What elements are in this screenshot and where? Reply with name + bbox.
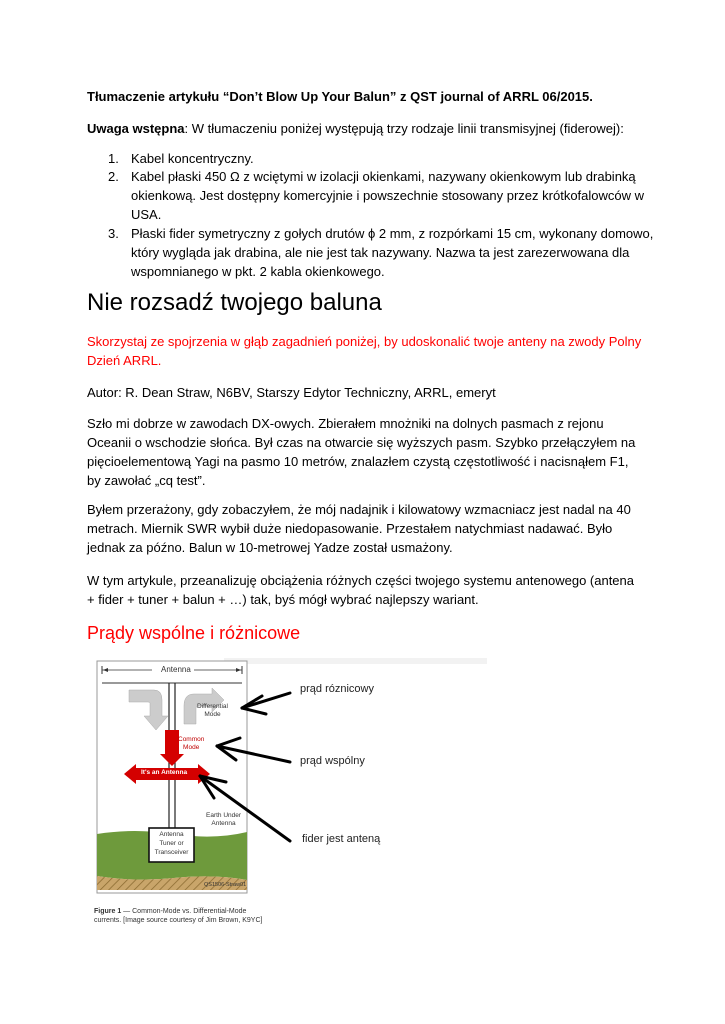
earth-label-line: Antenna xyxy=(211,820,236,827)
common-label-line: Mode xyxy=(183,744,200,751)
list-number: 1. xyxy=(108,151,119,166)
note-label: Uwaga wstępna xyxy=(87,121,185,136)
figure-common-vs-differential xyxy=(94,658,494,938)
differential-label-line: Mode xyxy=(204,711,221,718)
differential-label-line: Differential xyxy=(197,703,228,710)
note-text: : W tłumaczeniu poniżej występują trzy rodzaje linii transmisyjnej (fiderowej): xyxy=(184,121,624,136)
common-label-line: Common xyxy=(178,736,205,743)
figure-id: QS1506-Straw01 xyxy=(204,882,247,888)
paragraph: Byłem przerażony, gdy zobaczyłem, że mój nadajnik i kilowatowy wzmacniacz jest nadal na 40 metrach. Miernik SWR wybił duże niedopasowanie. Przestałem natychmiast nadawać. Było jednak za późno. Balun w 10-metrowej Yadze został usmażony. xyxy=(87,502,631,555)
list-number: 3. xyxy=(108,226,119,241)
figure-caption xyxy=(94,907,264,925)
list-text: Płaski fider symetryczny z gołych drutów ϕ 2 mm, z rozpórkami 15 cm, wykonany domowo, który wygląda jak drabina, ale nie jest tak nazywany. Nazwa ta jest zarezerwowana dla wspomnianego w pkt. 2 kabla okienkowego. xyxy=(131,226,654,279)
annotation-differential-current: prąd róznicowy xyxy=(300,683,374,695)
paragraph: W tym artykule, przeanalizuję obciążenia różnych części twojego systemu antenowego (antena + fider + tuner + balun + …) tak, byś mógł wybrać najlepszy wariant. xyxy=(87,573,634,607)
tuner-box-label xyxy=(150,830,193,857)
list-number: 2. xyxy=(108,169,119,184)
caption-label: Figure 1 xyxy=(94,908,122,915)
list-text: Kabel płaski 450 Ω z wciętymi w izolacji okienkami, nazywany okienkowym lub drabinką okienkową. Jest dostępny komercyjnie i powszechnie stosowany przez krótkofalowców w USA. xyxy=(131,169,645,222)
tuner-label-line: Tuner or xyxy=(159,840,184,847)
preliminary-note xyxy=(87,119,647,138)
common-mode-label xyxy=(178,736,204,752)
tuner-label-line: Transceiver xyxy=(154,849,189,856)
antenna-label: Antenna xyxy=(161,665,191,674)
tuner-label-line: Antenna xyxy=(159,831,184,838)
earth-label-line: Earth Under xyxy=(206,812,242,819)
antenna-diagram xyxy=(94,658,494,938)
caption-text: — Common-Mode vs. Differential-Mode currents. [Image source courtesy of Jim Brown, K9YC] xyxy=(94,908,263,924)
annotation-feeder-is-antenna: fider jest anteną xyxy=(302,833,381,845)
earth-under-antenna-label xyxy=(206,812,241,828)
document-title-line: Tłumaczenie artykułu “Don’t Blow Up Your Balun” z QST journal of ARRL 06/2015. xyxy=(87,89,593,104)
section-subheading: Prądy wspólne i różnicowe xyxy=(87,623,301,643)
its-an-antenna-label: It's an Antenna xyxy=(141,769,188,776)
annotation-common-current: prąd wspólny xyxy=(300,755,365,767)
paragraph: Szło mi dobrze w zawodach DX-owych. Zbierałem mnożniki na dolnych pasmach z rejonu Oceanii o wschodzie słońca. Był czas na otwarcie się wyższych pasm. Szybko przełączyłem na pięcioelementową Yagi na pasmo 10 metrów, znalazłem czystą częstotliwość i nacisnąłem F1, by zawołać „cq test”. xyxy=(87,416,636,488)
article-lead: Skorzystaj ze spojrzenia w głąb zagadnień poniżej, by udoskonalić twoje anteny na zwody Polny Dzień ARRL. xyxy=(87,334,642,368)
list-text: Kabel koncentryczny. xyxy=(131,151,254,166)
differential-mode-label xyxy=(197,703,228,719)
article-heading: Nie rozsadź twojego baluna xyxy=(87,289,382,316)
article-author: Autor: R. Dean Straw, N6BV, Starszy Edytor Techniczny, ARRL, emeryt xyxy=(87,385,496,400)
